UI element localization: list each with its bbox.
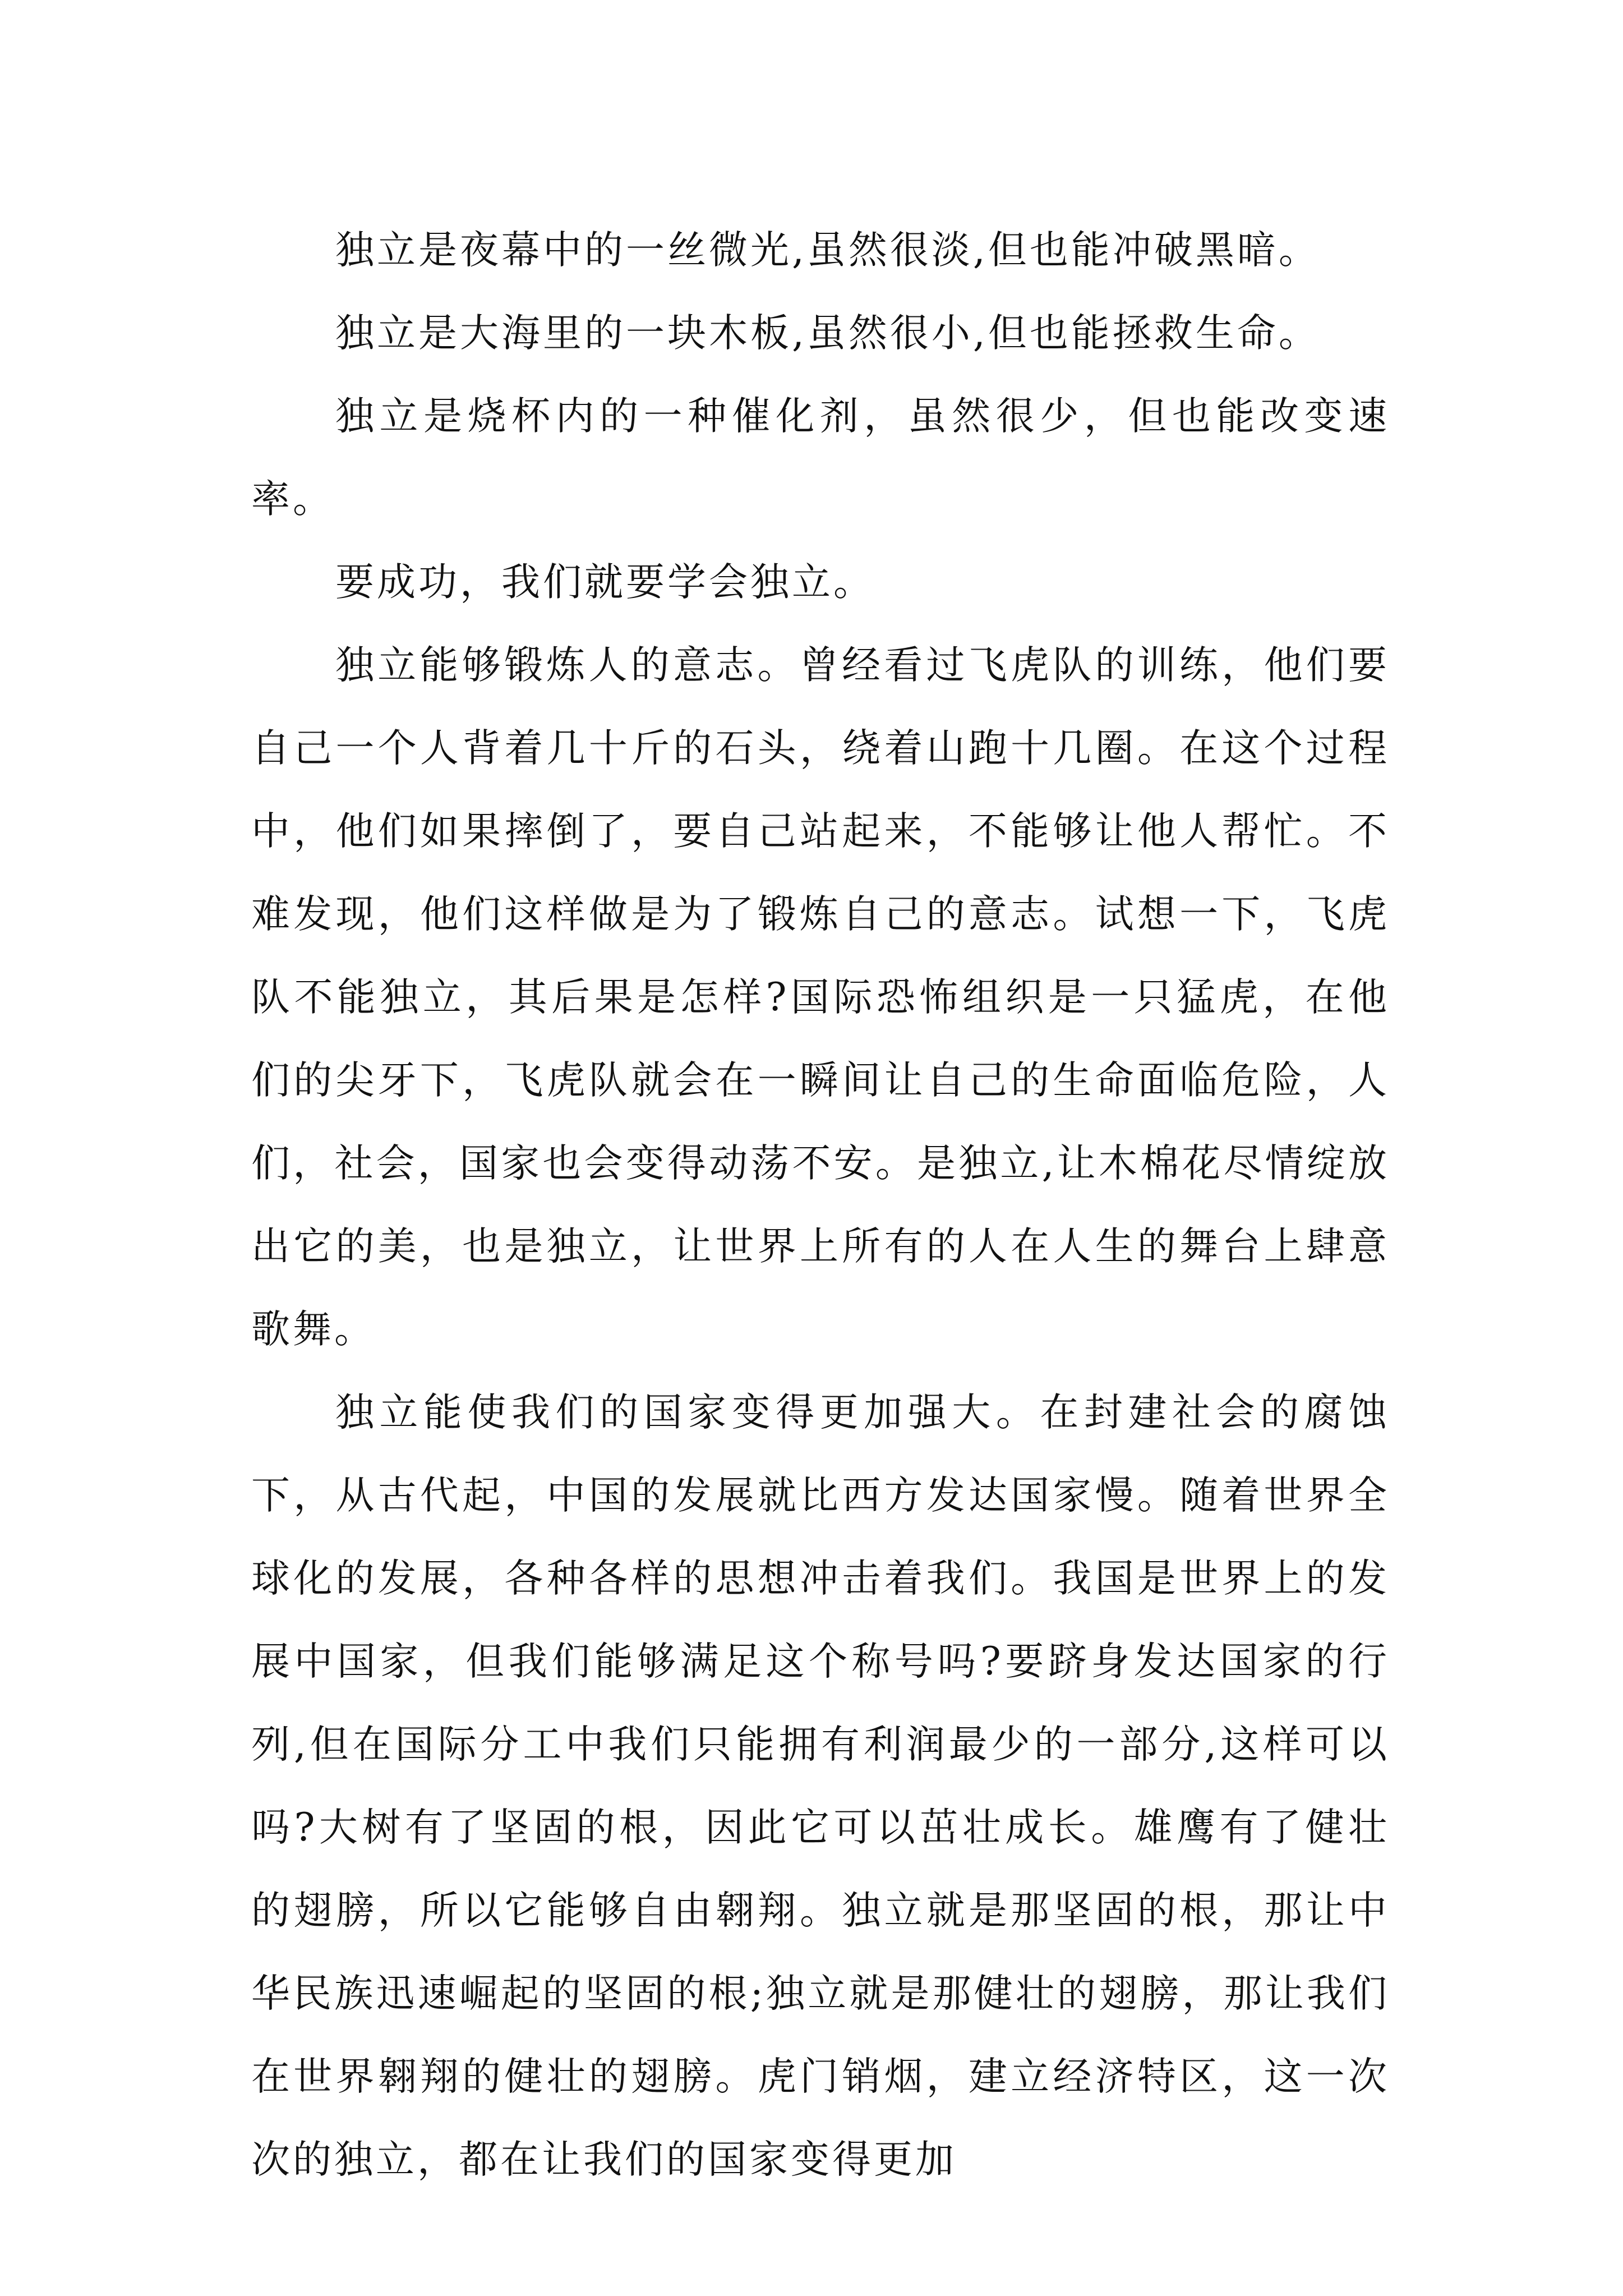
paragraph-3: 独立是烧杯内的一种催化剂，虽然很少，但也能改变速率。 <box>251 394 1390 522</box>
paragraph-6: 独立能使我们的国家变得更加强大。在封建社会的腐蚀下，从古代起，中国的发展就比西方发达国家慢。随着世界全球化的发展，各种各样的思想冲击着我们。我国是世界上的发展中国家，但我们能够满足这个称号吗?要跻身发达国家的行列,但在国际分工中我们只能拥有利润最少的一部分,这样可以吗?大树有了坚固的根，因此它可以茁壮成长。雄鹰有了健壮的翅膀，所以它能够自由翱翔。独立就是那坚固的根，那让中华民族迅速崛起的坚固的根;独立就是那健壮的翅膀，那让我们在世界翱翔的健壮的翅膀。虎门销烟，建立经济特区，这一次次的独立，都在让我们的国家变得更加 <box>251 1390 1390 2182</box>
document-body <box>251 209 1390 2201</box>
paragraph-5: 独立能够锻炼人的意志。曾经看过飞虎队的训练，他们要自己一个人背着几十斤的石头，绕着山跑十几圈。在这个过程中，他们如果摔倒了，要自己站起来，不能够让他人帮忙。不难发现，他们这样做是为了锻炼自己的意志。试想一下，飞虎队不能独立，其后果是怎样?国际恐怖组织是一只猛虎，在他们的尖牙下，飞虎队就会在一瞬间让自己的生命面临危险，人们，社会，国家也会变得动荡不安。是独立,让木棉花尽情绽放出它的美，也是独立，让世界上所有的人在人生的舞台上肆意歌舞。 <box>251 643 1390 1352</box>
paragraph-4: 要成功，我们就要学会独立。 <box>335 560 875 605</box>
paragraph-1: 独立是夜幕中的一丝微光,虽然很淡,但也能冲破黑暗。 <box>335 228 1320 273</box>
paragraph-2: 独立是大海里的一块木板,虽然很小,但也能拯救生命。 <box>335 311 1320 356</box>
